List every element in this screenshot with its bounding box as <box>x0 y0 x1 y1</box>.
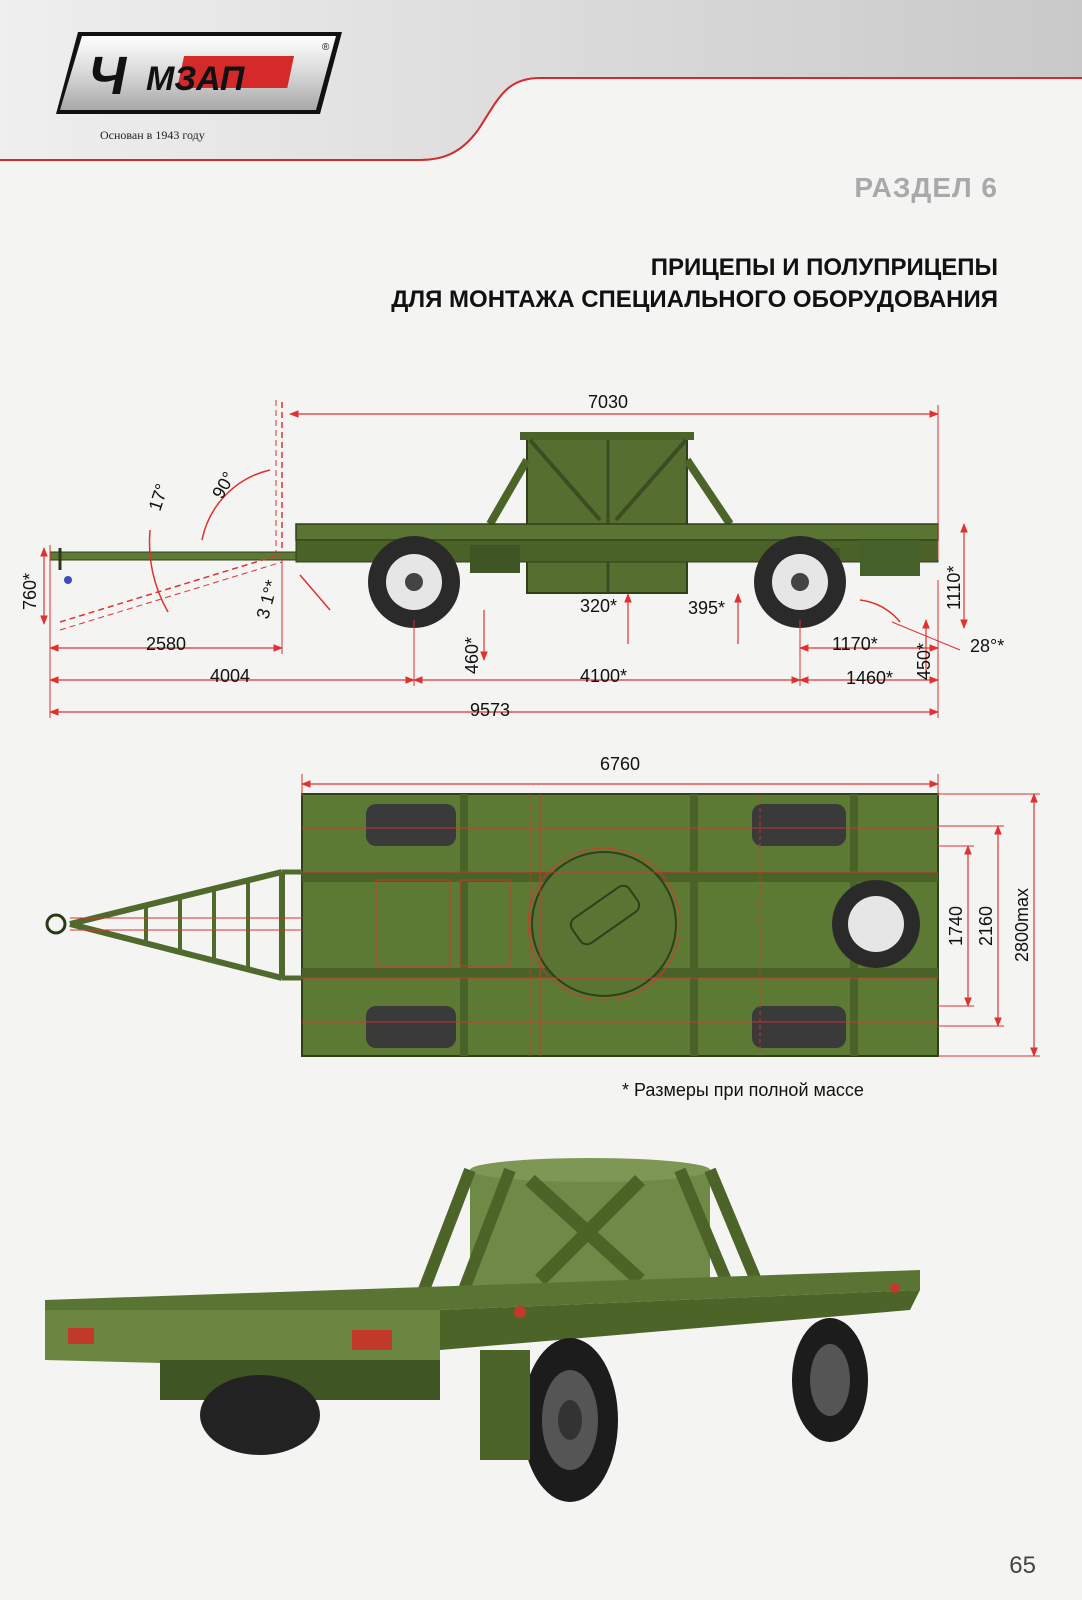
dim-deck-length: 7030 <box>588 392 629 412</box>
top-view <box>47 754 1040 1056</box>
dim-angle-90: 90° <box>208 468 240 502</box>
dim-rear-height: 450* <box>914 642 934 680</box>
dim-max-width: 2800max <box>1012 887 1032 962</box>
footnote: * Размеры при полной массе <box>622 1080 864 1100</box>
dim-overall-length: 9573 <box>470 700 511 720</box>
dim-deck-height: 1110* <box>944 565 964 610</box>
dim-front-axle: 4004 <box>210 666 251 686</box>
dim-clearance-mid: 320* <box>580 596 618 616</box>
side-view <box>20 392 1004 720</box>
dim-departure-angle: 28°* <box>970 636 1005 656</box>
page-title-line-2: ДЛЯ МОНТАЖА СПЕЦИАЛЬНОГО ОБОРУДОВАНИЯ <box>391 286 998 313</box>
dim-inner-width: 1740 <box>946 905 966 946</box>
dim-wheelbase: 4100* <box>580 666 628 686</box>
page-number: 65 <box>1009 1552 1036 1579</box>
dim-drawbar-length: 2580 <box>146 634 187 654</box>
section-label: РАЗДЕЛ 6 <box>854 172 998 203</box>
registered-mark: ® <box>322 42 330 53</box>
dim-frame-length: 6760 <box>600 754 641 774</box>
page-title-line-1: ПРИЦЕПЫ И ПОЛУПРИЦЕПЫ <box>650 254 998 281</box>
dim-rear-axle-overhang: 1460* <box>846 668 894 688</box>
dim-drawbar-height: 760* <box>20 572 40 610</box>
trailer-photo <box>40 1150 940 1540</box>
dim-ground-front: 460* <box>462 636 482 674</box>
dim-track-width: 2160 <box>976 905 996 946</box>
brand-logo-text: МЗАП <box>146 60 245 98</box>
dim-angle-31: 3 1°* <box>252 577 283 622</box>
dim-rear-overhang: 1170* <box>832 634 878 654</box>
brand-logo-initial: Ч <box>88 46 127 106</box>
dim-angle-17: 17° <box>144 481 173 514</box>
founded-year: Основан в 1943 году <box>100 128 205 142</box>
dim-clearance-rear: 395* <box>688 598 726 618</box>
